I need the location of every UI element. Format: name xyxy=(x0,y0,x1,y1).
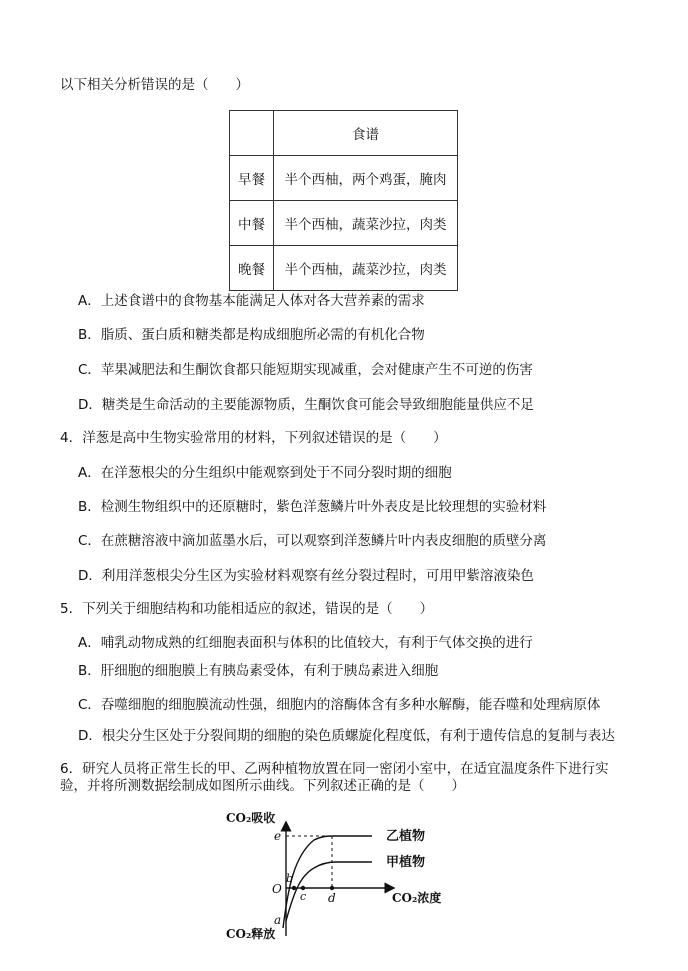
table-header-cell: 食谱 xyxy=(274,111,458,156)
menu-table xyxy=(229,110,458,291)
q5-option-a: A．哺乳动物成熟的红细胞表面积与体积的比值较大，有利于气体交换的进行 xyxy=(78,635,533,651)
table-row xyxy=(230,111,458,156)
q4-option-a: A．在洋葱根尖的分生组织中能观察到处于不同分裂时期的细胞 xyxy=(78,465,452,481)
table-cell: 早餐 xyxy=(230,156,274,201)
q5-stem: 5．下列关于细胞结构和功能相适应的叙述，错误的是（ ） xyxy=(60,601,434,617)
table-row xyxy=(230,156,458,201)
point-d-label: d xyxy=(328,891,336,905)
q3-option-a: A．上述食谱中的食物基本能满足人体对各大营养素的需求 xyxy=(78,293,425,309)
curve-jia-label: 甲植物 xyxy=(386,855,426,870)
q5-option-b: B．肝细胞的细胞膜上有胰岛素受体，有利于胰岛素进入细胞 xyxy=(78,663,439,679)
point-e-label: e xyxy=(274,829,282,843)
table-cell: 中餐 xyxy=(230,201,274,246)
point-b xyxy=(292,886,296,890)
table-cell xyxy=(230,111,274,156)
point-a-label: a xyxy=(274,913,282,927)
table-cell: 晚餐 xyxy=(230,246,274,291)
curve-yi xyxy=(283,836,372,928)
point-b-label: b xyxy=(286,872,294,885)
q4-option-d: D．利用洋葱根尖分生区为实验材料观察有丝分裂过程时，可用甲紫溶液染色 xyxy=(78,568,534,584)
table-cell: 半个西柚，蔬菜沙拉，肉类 xyxy=(274,246,458,291)
table-cell: 半个西柚，蔬菜沙拉，肉类 xyxy=(274,201,458,246)
table-cell: 半个西柚，两个鸡蛋，腌肉 xyxy=(274,156,458,201)
table-row xyxy=(230,246,458,291)
q3-option-d: D．糖类是生命活动的主要能源物质，生酮饮食可能会导致细胞能量供应不足 xyxy=(78,397,534,413)
x-axis-label: CO₂浓度 xyxy=(392,891,442,905)
q4-stem: 4．洋葱是高中生物实验常用的材料，下列叙述错误的是（ ） xyxy=(60,430,447,446)
table-row xyxy=(230,201,458,246)
y-top-label: CO₂吸收 xyxy=(226,811,276,825)
q5-option-c: C．吞噬细胞的细胞膜流动性强，细胞内的溶酶体含有多种水解酶，能吞噬和处理病原体 xyxy=(78,697,601,713)
co2-graph xyxy=(222,808,458,942)
q3-option-c: C．苹果减肥法和生酮饮食都只能短期实现减重，会对健康产生不可逆的伤害 xyxy=(78,362,533,378)
curve-yi-label: 乙植物 xyxy=(386,829,426,844)
point-d xyxy=(330,886,334,890)
q5-option-d: D．根尖分生区处于分裂间期的细胞的染色质螺旋化程度低，有利于遗传信息的复制与表达 xyxy=(78,728,615,744)
q3-option-b: B．脂质、蛋白质和糖类都是构成细胞所必需的有机化合物 xyxy=(78,327,425,343)
origin-label: O xyxy=(272,882,282,896)
y-bottom-label: CO₂释放 xyxy=(226,927,276,941)
intro-text: 以下相关分析错误的是（ ） xyxy=(60,77,249,93)
q6-stem-line2: 验，并将所测数据绘制成如图所示曲线。下列叙述正确的是（ ） xyxy=(60,778,465,794)
q6-stem-line1: 6．研究人员将正常生长的甲、乙两种植物放置在同一密闭小室中，在适宜温度条件下进行实 xyxy=(60,761,609,777)
q4-option-c: C．在蔗糖溶液中滴加蓝墨水后，可以观察到洋葱鳞片叶内表皮细胞的质壁分离 xyxy=(78,533,547,549)
point-c-label: c xyxy=(300,890,307,903)
q4-option-b: B．检测生物组织中的还原糖时，紫色洋葱鳞片叶外表皮是比较理想的实验材料 xyxy=(78,499,547,515)
